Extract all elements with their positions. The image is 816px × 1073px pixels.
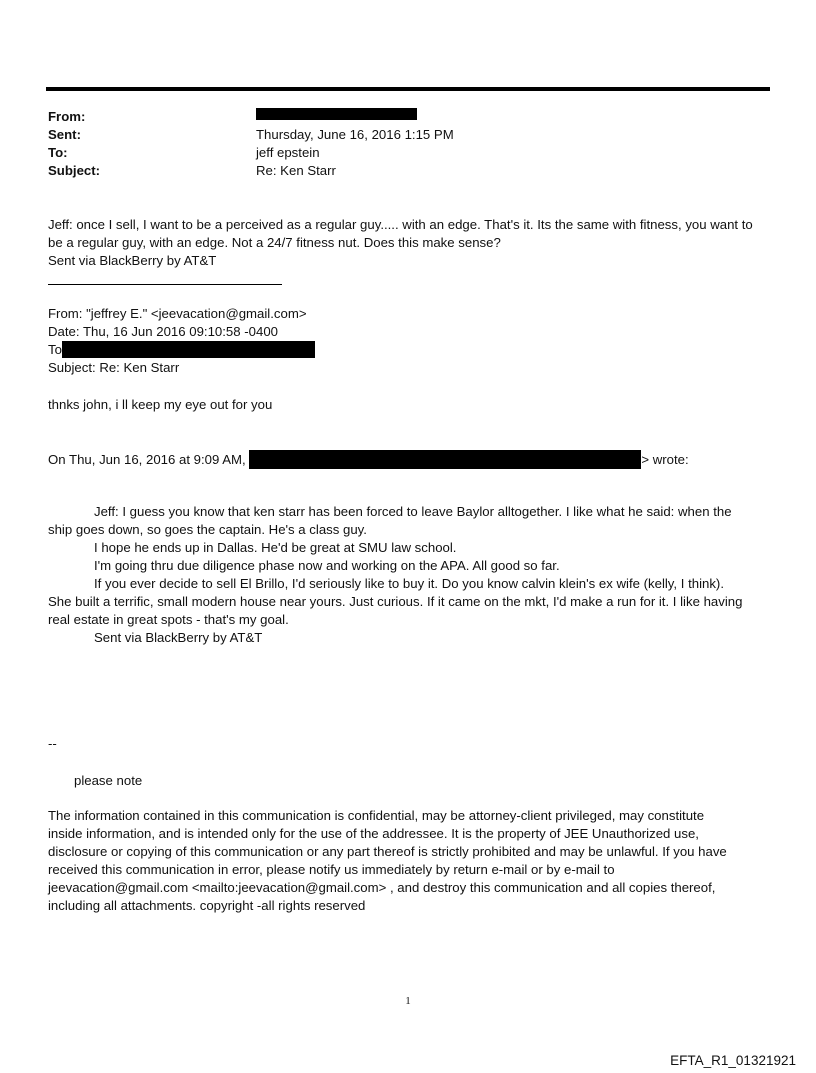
disclaimer-line: inside information, and is intended only for the use of the addressee. It is the property of JEE Unauthorized use, <box>48 826 699 841</box>
quote-separator <box>48 284 282 285</box>
redaction-bar <box>249 450 641 469</box>
page-number: 1 <box>405 995 411 1007</box>
on-wrote-line <box>48 450 773 469</box>
original-line: ship goes down, so goes the captain. He's a class guy. <box>48 522 367 537</box>
sent-label: Sent: <box>48 127 81 142</box>
original-line: real estate in great spots - that's my goal. <box>48 612 289 627</box>
from-label: From: <box>48 109 86 124</box>
reply-line: Jeff: once I sell, I want to be a perceived as a regular guy..... with an edge. That's it. Its the same with fitness, you want to <box>48 217 753 232</box>
reply-signature: Sent via BlackBerry by AT&T <box>48 253 217 268</box>
on-wrote-row <box>48 450 773 469</box>
quoted-to-row <box>48 341 773 359</box>
reply-body <box>48 216 773 270</box>
disclaimer-line: The information contained in this communication is confidential, may be attorney-client privileged, may constitute <box>48 808 705 823</box>
original-signature: Sent via BlackBerry by AT&T <box>94 630 263 645</box>
quoted-subject: Subject: Re: Ken Starr <box>48 360 180 375</box>
quoted-reply-text: thnks john, i ll keep my eye out for you <box>48 397 273 412</box>
signature-note <box>74 772 799 790</box>
on-wrote-prefix: On Thu, Jun 16, 2016 at 9:09 AM, <box>48 452 246 467</box>
disclaimer-line: including all attachments. copyright -all rights reserved <box>48 898 366 913</box>
header-rule <box>46 87 770 91</box>
reply-line: be a regular guy, with an edge. Not a 24/7 fitness nut. Does this make sense? <box>48 235 501 250</box>
signature-dashes <box>48 735 773 753</box>
subject-label: Subject: <box>48 163 101 178</box>
quoted-date: Date: Thu, 16 Jun 2016 09:10:58 -0400 <box>48 324 278 339</box>
subject-value: Re: Ken Starr <box>256 163 336 178</box>
on-wrote-suffix: > wrote: <box>641 452 689 467</box>
disclaimer <box>48 807 773 915</box>
signature-note-text: please note <box>74 773 143 788</box>
from-value-redacted <box>256 108 417 127</box>
sent-value: Thursday, June 16, 2016 1:15 PM <box>256 127 454 142</box>
original-line: She built a terrific, small modern house near yours. Just curious. If it came on the mkt, I'd make a run for it. I like having <box>48 594 743 609</box>
disclaimer-line: received this communication in error, please notify us immediately by return e-mail or by e-mail to <box>48 862 615 877</box>
disclaimer-line: disclosure or copying of this communication or any part thereof is strictly prohibited and may be unlawful. If you have <box>48 844 727 859</box>
redaction-bar <box>256 108 417 120</box>
original-line: I'm going thru due diligence phase now and working on the APA. All good so far. <box>94 558 560 573</box>
original-message <box>48 503 773 647</box>
original-line: If you ever decide to sell El Brillo, I'd seriously like to buy it. Do you know calvin klein's ex wife (kelly, I think). <box>94 576 724 591</box>
quoted-to-label: To <box>48 342 62 357</box>
to-value: jeff epstein <box>256 145 320 160</box>
to-label: To: <box>48 145 68 160</box>
quoted-header <box>48 305 773 377</box>
original-line: Jeff: I guess you know that ken starr has been forced to leave Baylor alltogether. I like what he said: when the <box>94 504 732 519</box>
document-id: EFTA_R1_01321921 <box>670 1053 796 1068</box>
signature-dashes-text: -- <box>48 736 57 751</box>
original-line: I hope he ends up in Dallas. He'd be great at SMU law school. <box>94 540 457 555</box>
quoted-reply <box>48 396 773 414</box>
redaction-bar <box>62 341 315 358</box>
disclaimer-line: jeevacation@gmail.com <mailto:jeevacation@gmail.com> , and destroy this communication and all copies thereof, <box>48 880 716 895</box>
quoted-from: From: "jeffrey E." <jeevacation@gmail.com> <box>48 306 307 321</box>
